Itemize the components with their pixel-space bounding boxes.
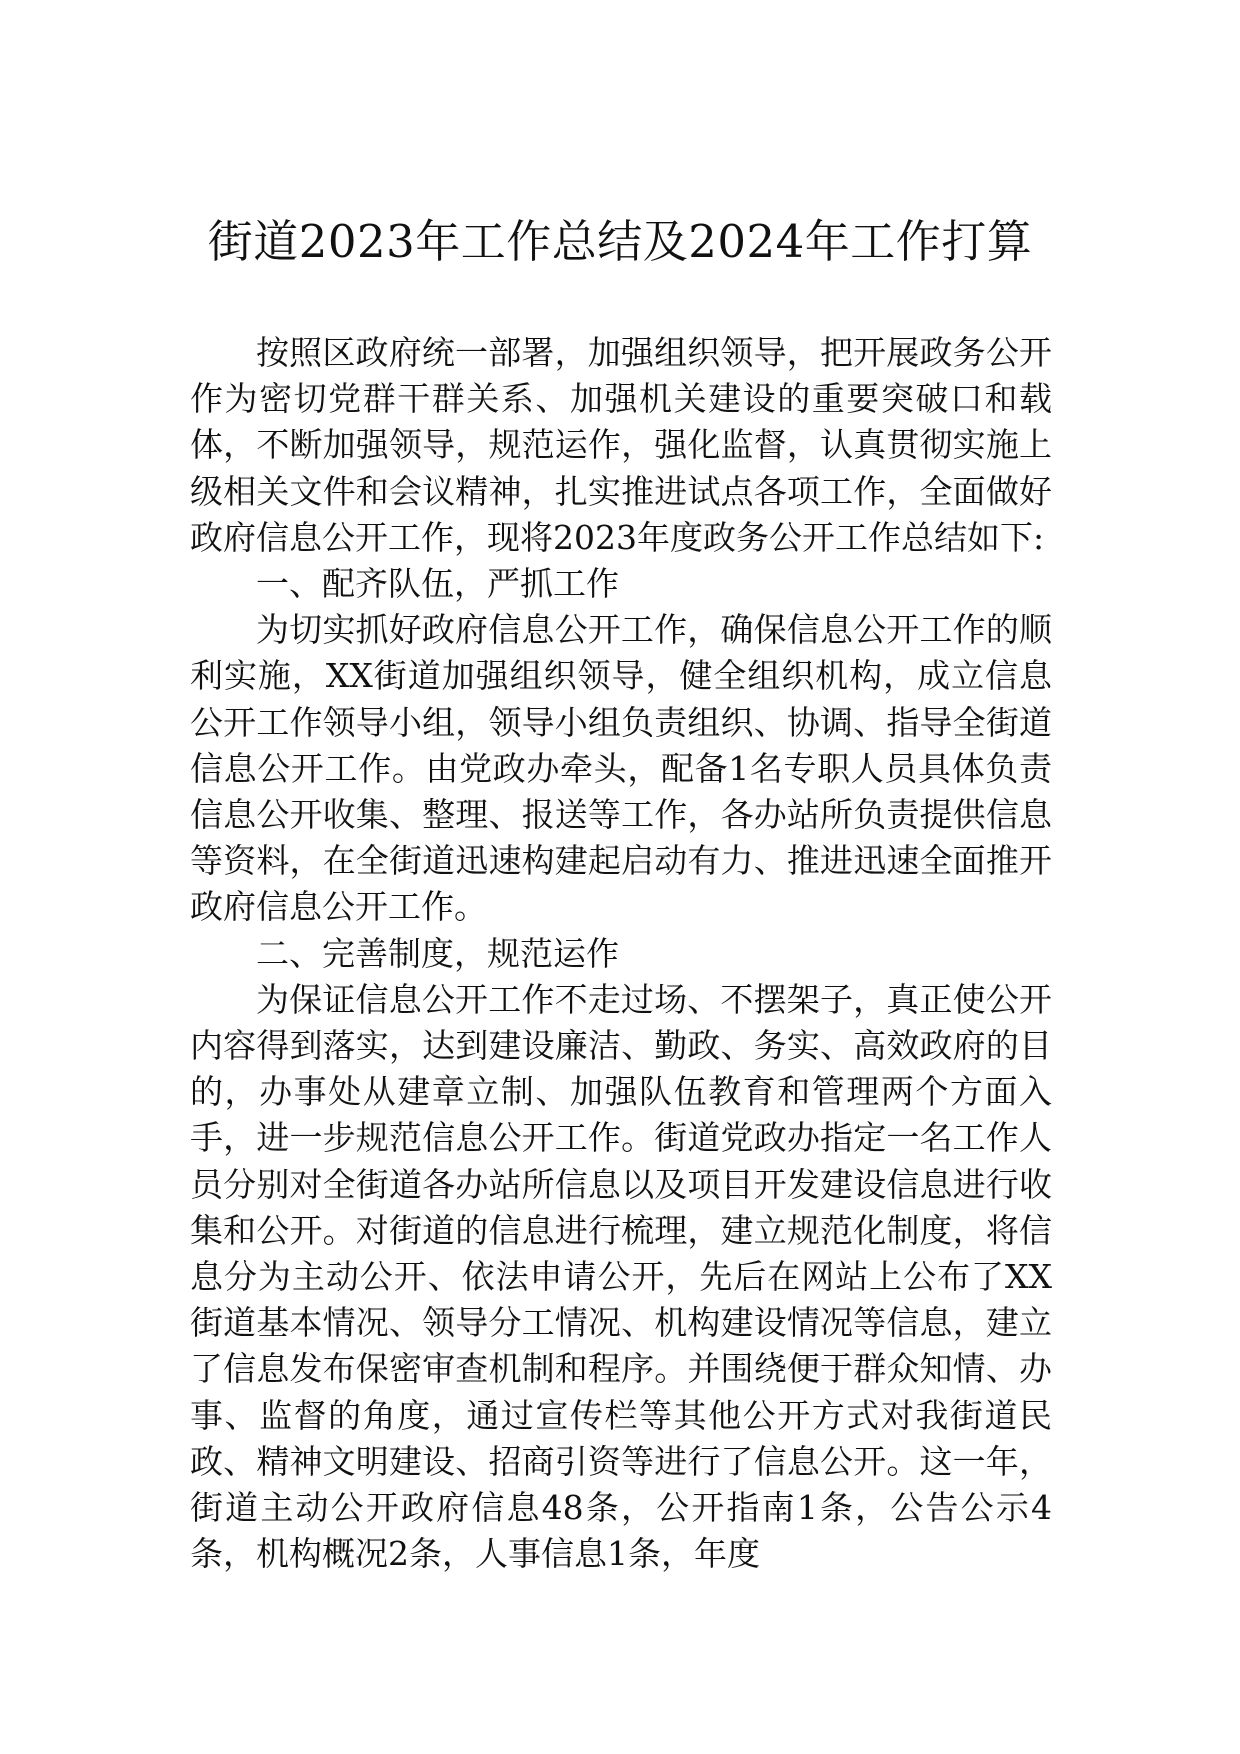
section-heading-2: 二、完善制度，规范运作 <box>256 933 619 973</box>
section-paragraph-2: 为保证信息公开工作不走过场、不摆架子，真正使公开内容得到落实，达到建设廉洁、勤政、务实、高效政府的目的，办事处从建章立制、加强队伍教育和管理两个方面入手，进一步规范信息公开工作。街道党政办指定一名工作人员分别对全街道各办站所信息以及项目开发建设信息进行收集和公开。对街道的信息进行梳理，建立规范化制度，将信息分为主动公开、依法申请公开，先后在网站上公布了XX街道基本情况、领导分工情况、机构建设情况等信息，建立了信息发布保密审查机制和程序。并围绕便于群众知情、办事、监督的角度，通过宣传栏等其他公开方式对我街道民政、精神文明建设、招商引资等进行了信息公开。这一年，街道主动公开政府信息48条，公开指南1条，公告公示4条，机构概况2条，人事信息1条，年度 <box>190 979 1052 1574</box>
document-title: 街道2023年工作总结及2024年工作打算 <box>207 215 1033 268</box>
section-heading-1: 一、配齐队伍，严抓工作 <box>256 564 619 604</box>
document-body <box>190 330 1052 1577</box>
intro-paragraph: 按照区政府统一部署，加强组织领导，把开展政务公开作为密切党群干群关系、加强机关建设的重要突破口和载体，不断加强领导，规范运作，强化监督，认真贯彻实施上级相关文件和会议精神，扎实推进试点各项工作，全面做好政府信息公开工作，现将2023年度政务公开工作总结如下: <box>190 333 1052 557</box>
section-paragraph-1: 为切实抓好政府信息公开工作，确保信息公开工作的顺利实施，XX街道加强组织领导，健全组织机构，成立信息公开工作领导小组，领导小组负责组织、协调、指导全街道信息公开工作。由党政办牵头，配备1名专职人员具体负责信息公开收集、整理、报送等工作，各办站所负责提供信息等资料，在全街道迅速构建起启动有力、推进迅速全面推开政府信息公开工作。 <box>190 610 1052 927</box>
